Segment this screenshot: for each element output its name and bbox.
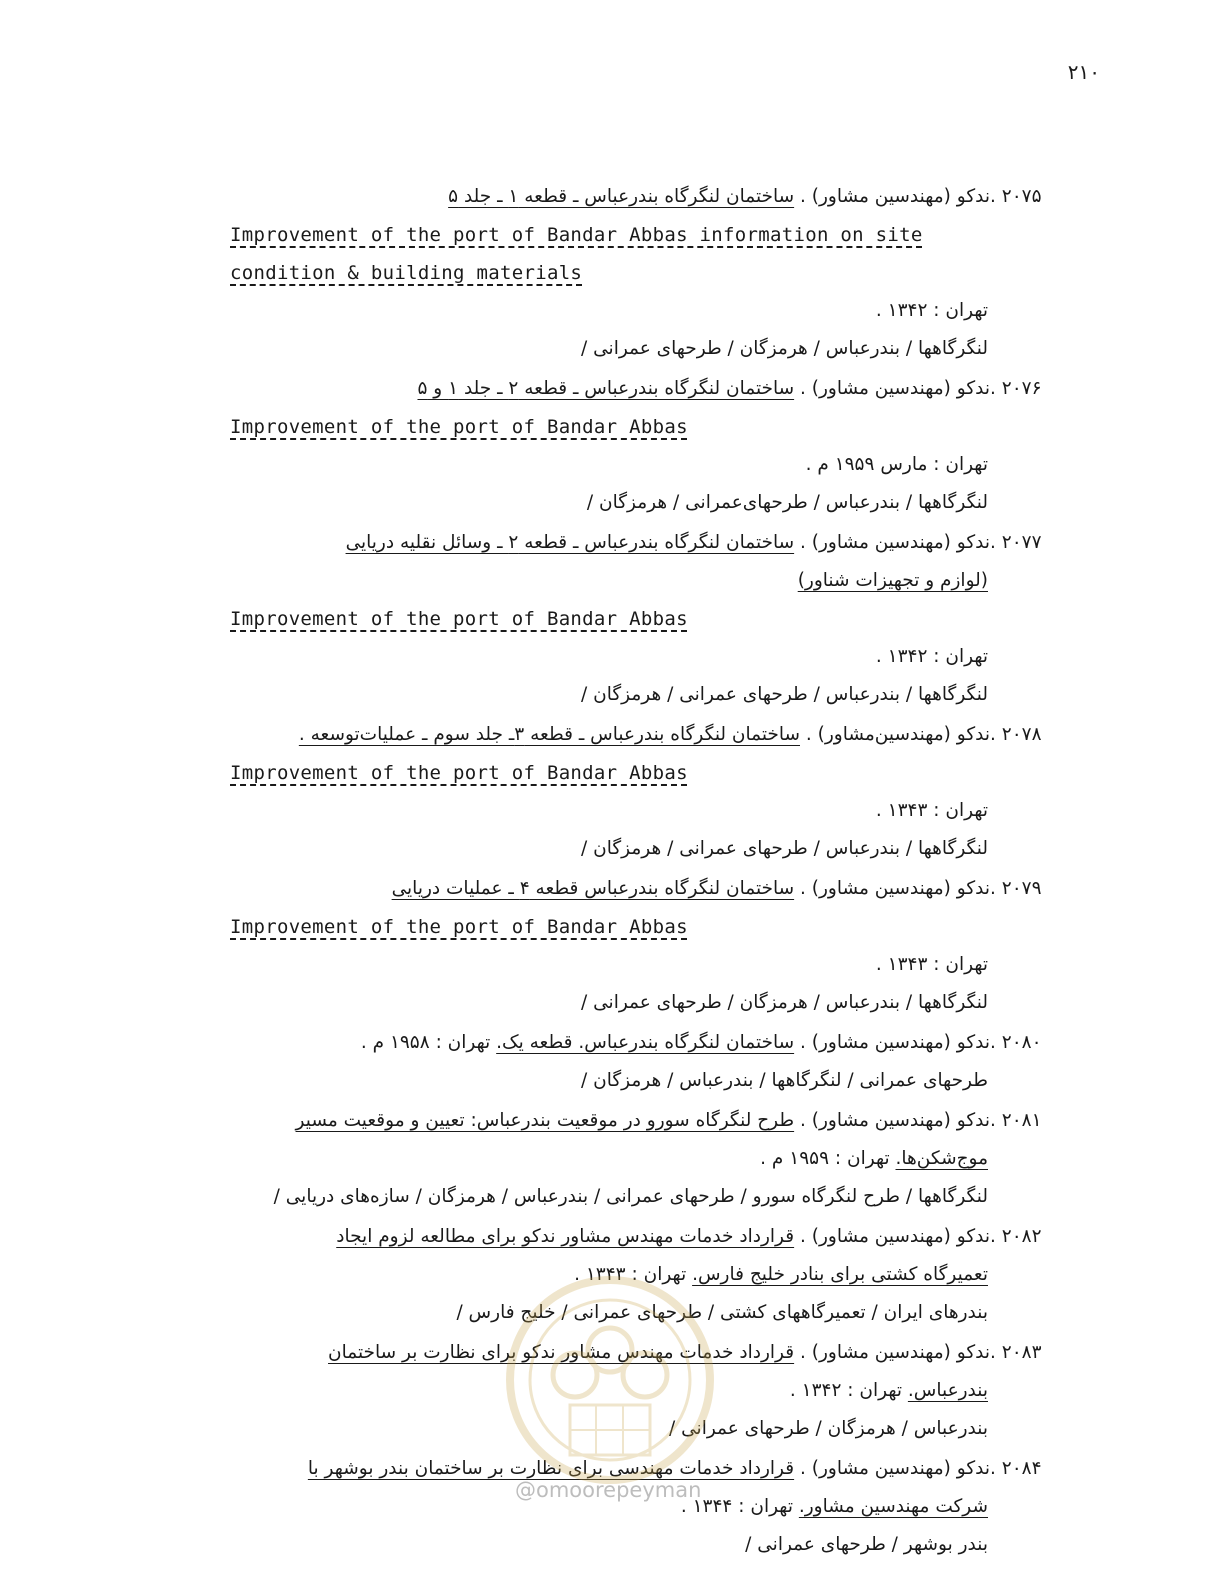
- entry-subjects: طرحهای عمرانی / لنگرگاهها / بندرعباس / هرمزگان /: [581, 1070, 988, 1091]
- entry-imprint: تهران : ۱۳۴۲ .: [875, 300, 988, 321]
- entry-english-line: [230, 754, 1060, 792]
- entry-imprint: تهران : ۱۳۴۳ .: [875, 800, 988, 821]
- entry-title: ساختمان لنگرگاه بندرعباس قطعه ۴ ـ عملیات دریایی: [391, 878, 795, 899]
- watermark-handle: @omoorepeyman: [515, 1478, 702, 1502]
- entry-line: [230, 1218, 1060, 1256]
- entry-line: [230, 1334, 1060, 1372]
- entry-author: ندکو (مهندسین مشاور) .: [794, 378, 990, 399]
- entry-imprint-inline: تهران : ۱۳۴۴ .: [680, 1496, 799, 1517]
- entry-imprint-inline: تهران : ۱۳۴۲ .: [789, 1380, 908, 1401]
- bibliography-entry: [230, 370, 1060, 522]
- entry-title: ساختمان لنگرگاه بندرعباس. قطعه یک.: [496, 1032, 795, 1053]
- bibliography-entry: [230, 716, 1060, 868]
- entry-number: ۲۰۸۱ .: [990, 1110, 1042, 1131]
- entry-author: ندکو (مهندسین‌مشاور) .: [800, 724, 990, 745]
- entry-number: ۲۰۸۰ .: [990, 1032, 1042, 1053]
- entry-title: تعمیرگاه کشتی برای بنادر خلیج فارس.: [692, 1264, 988, 1285]
- entry-number: ۲۰۷۶ .: [990, 378, 1042, 399]
- entry-english-line: [230, 908, 1060, 946]
- entry-subjects: لنگرگاهها / بندرعباس / هرمزگان / طرحهای عمرانی /: [581, 338, 988, 359]
- entry-imprint: تهران : ۱۳۴۲ .: [875, 646, 988, 667]
- bibliography-entry: [230, 1024, 1060, 1100]
- entry-line: [230, 370, 1060, 408]
- entry-english-title: Improvement of the port of Bandar Abbas: [230, 916, 688, 938]
- entry-imprint-inline: تهران : ۱۳۴۳ .: [574, 1264, 693, 1285]
- bibliography-entry: [230, 178, 1060, 368]
- bibliography-entry: [230, 1218, 1060, 1332]
- entry-title: ساختمان لنگرگاه بندرعباس ـ قطعه ۱ ـ جلد ۵: [448, 186, 795, 207]
- entry-author: ندکو (مهندسین مشاور) .: [794, 532, 990, 553]
- entry-english-line: [230, 254, 1060, 292]
- entry-english-line: [230, 600, 1060, 638]
- entry-author: ندکو (مهندسین مشاور) .: [794, 1032, 990, 1053]
- entry-number: ۲۰۷۸ .: [990, 724, 1042, 745]
- entry-subjects: بندرعباس / هرمزگان / طرحهای عمرانی /: [669, 1418, 988, 1439]
- entry-title: ساختمان لنگرگاه بندرعباس ـ قطعه ۳ـ جلد سوم ـ عملیات‌توسعه .: [298, 724, 800, 745]
- entry-english-line: [230, 408, 1060, 446]
- entry-line: [230, 1024, 1060, 1062]
- entry-imprint-inline: تهران : ۱۹۵۸ م .: [360, 1032, 497, 1053]
- entry-subjects: لنگرگاهها / بندرعباس / طرحهای‌عمرانی / هرمزگان /: [586, 492, 988, 513]
- entry-author: ندکو (مهندسین مشاور) .: [794, 1342, 990, 1363]
- bibliography-entry: [230, 1450, 1060, 1564]
- entry-title: قرارداد خدمات مهندس مشاور ندکو برای مطالعه لزوم ایجاد: [336, 1226, 795, 1247]
- entry-line: [230, 562, 1060, 600]
- entry-line: [230, 1102, 1060, 1140]
- entry-subjects: لنگرگاهها / طرح لنگرگاه سورو / طرحهای عمرانی / بندرعباس / هرمزگان / سازه‌های دریایی /: [273, 1186, 988, 1207]
- bibliography-entry: [230, 1102, 1060, 1216]
- entry-line: [230, 1140, 1060, 1178]
- entry-number: ۲۰۸۳ .: [990, 1342, 1042, 1363]
- entry-english-title: Improvement of the port of Bandar Abbas: [230, 762, 688, 784]
- entry-number: ۲۰۸۴ .: [990, 1458, 1042, 1479]
- entry-line: [230, 178, 1060, 216]
- entry-author: ندکو (مهندسین مشاور) .: [794, 1226, 990, 1247]
- entry-imprint: تهران : مارس ۱۹۵۹ م .: [805, 454, 988, 475]
- entry-title: قرارداد خدمات مهندسی برای نظارت بر ساختمان بندر بوشهر با: [307, 1458, 795, 1479]
- entry-english-title: Improvement of the port of Bandar Abbas information on site: [230, 224, 923, 246]
- entry-title: ساختمان لنگرگاه بندرعباس ـ قطعه ۲ ـ وسائل نقلیه دریایی: [345, 532, 795, 553]
- entry-title: (لوازم و تجهیزات شناور): [797, 570, 988, 591]
- entry-line: [230, 716, 1060, 754]
- entry-imprint: تهران : ۱۳۴۳ .: [875, 954, 988, 975]
- entry-title: شرکت مهندسین مشاور.: [798, 1496, 988, 1517]
- entry-subjects: بندر بوشهر / طرحهای عمرانی /: [745, 1534, 988, 1555]
- entry-number: ۲۰۷۷ .: [990, 532, 1042, 553]
- entry-line: [230, 870, 1060, 908]
- entry-author: ندکو (مهندسین مشاور) .: [794, 1458, 990, 1479]
- entry-author: ندکو (مهندسین مشاور) .: [794, 1110, 990, 1131]
- entry-number: ۲۰۷۵ .: [990, 186, 1042, 207]
- entry-title: قرارداد خدمات مهندس مشاور ندکو برای نظارت بر ساختمان: [328, 1342, 795, 1363]
- entry-imprint-inline: تهران : ۱۹۵۹ م .: [760, 1148, 896, 1169]
- entry-english-title: Improvement of the port of Bandar Abbas: [230, 608, 688, 630]
- entry-line: [230, 1372, 1060, 1410]
- entry-english-title: condition & building materials: [230, 262, 583, 284]
- entry-number: ۲۰۷۹ .: [990, 878, 1042, 899]
- entry-subjects: لنگرگاهها / بندرعباس / طرحهای عمرانی / هرمزگان /: [581, 684, 988, 705]
- entry-author: ندکو (مهندسین مشاور) .: [794, 186, 990, 207]
- bibliography-entry: [230, 524, 1060, 714]
- entry-author: ندکو (مهندسین مشاور) .: [794, 878, 990, 899]
- bibliography-list: [230, 178, 1060, 1566]
- entry-title: طرح لنگرگاه سورو در موقعیت بندرعباس: تعیین و موقعیت مسیر: [295, 1110, 795, 1131]
- entry-subjects: بندرهای ایران / تعمیرگاههای کشتی / طرحهای عمرانی / خلیج فارس /: [456, 1302, 988, 1323]
- entry-subjects: لنگرگاهها / بندرعباس / طرحهای عمرانی / هرمزگان /: [581, 838, 988, 859]
- entry-english-title: Improvement of the port of Bandar Abbas: [230, 416, 688, 438]
- bibliography-entry: [230, 870, 1060, 1022]
- entry-number: ۲۰۸۲ .: [990, 1226, 1042, 1247]
- entry-line: [230, 524, 1060, 562]
- entry-title: ساختمان لنگرگاه بندرعباس ـ قطعه ۲ ـ جلد ۱ و ۵: [417, 378, 795, 399]
- page-number: ۲۱۰: [1067, 60, 1100, 84]
- entry-english-line: [230, 216, 1060, 254]
- entry-line: [230, 1256, 1060, 1294]
- entry-title: موج‌شکن‌ها.: [895, 1148, 988, 1169]
- bibliography-entry: [230, 1334, 1060, 1448]
- entry-subjects: لنگرگاهها / بندرعباس / هرمزگان / طرحهای عمرانی /: [581, 992, 988, 1013]
- entry-title: بندرعباس.: [907, 1380, 988, 1401]
